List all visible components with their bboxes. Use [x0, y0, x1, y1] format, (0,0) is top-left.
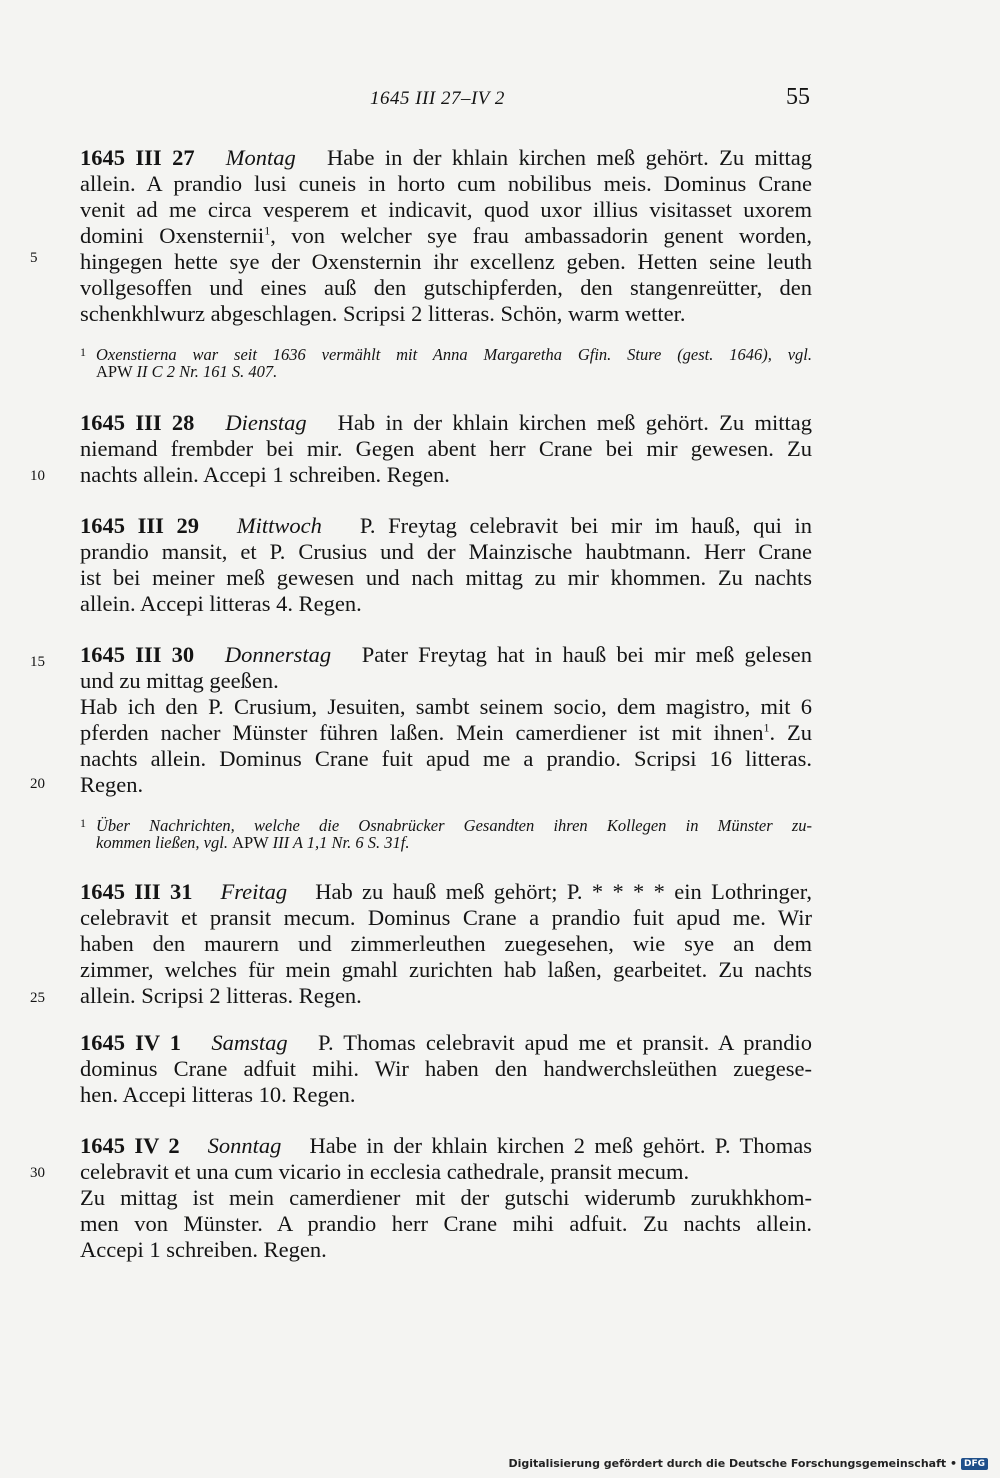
entry-line: allein. Accepi litteras 4. Regen.: [80, 591, 362, 616]
entry-line: schenkhlwurz abgeschlagen. Scripsi 2 litteras. Schön, warm wetter.: [80, 301, 686, 326]
entry-day: Donnerstag: [224, 642, 332, 667]
page-number: 55: [786, 84, 810, 110]
entry-date: 1645 III 29: [80, 513, 200, 538]
entry-line: 1645 IV 2 Sonntag Habe in der khlain kirchen 2 meß gehört. P. Thomas: [80, 1133, 813, 1158]
entry-line: Hab ich den P. Crusium, Jesuiten, sambt seinem socio, dem magistro, mit 6: [80, 694, 812, 719]
entry-line: 1645 IV 1 Samstag P. Thomas celebravit apud me et pransit. A prandio: [80, 1030, 813, 1055]
line-number-20: 20: [30, 776, 45, 792]
entry-line: ist bei meiner meß gewesen und nach mittag zu mir khommen. Zu nachts: [80, 565, 812, 590]
entry-day: Sonntag: [207, 1133, 282, 1158]
footnote-line: kommen ließen, vgl. APW III A 1,1 Nr. 6 S. 31f.: [96, 833, 410, 852]
entry-day: Montag: [225, 145, 296, 170]
entry-line: nachts allein. Accepi 1 schreiben. Regen.: [80, 462, 450, 487]
entry-line: Zu mittag ist mein camerdiener mit der gutschi widerumb zurukhkhom-: [80, 1185, 812, 1210]
dfg-logo-icon: DFG: [961, 1458, 988, 1470]
entry-day: Samstag: [211, 1030, 288, 1055]
entry-line: zimmer, welches für mein gmahl zurichten hab laßen, gearbeitet. Zu nachts: [80, 957, 812, 982]
entry-line: 1645 III 29 Mittwoch P. Freytag celebravit bei mir im hauß, qui in: [80, 513, 813, 538]
entry-line: prandio mansit, et P. Crusius und der Mainzische haubtmann. Herr Crane: [80, 539, 812, 564]
entry-line: 1645 III 27 Montag Habe in der khlain kirchen meß gehört. Zu mittag: [80, 145, 812, 170]
entry-date: 1645 III 30: [80, 642, 195, 667]
footnote-line: APW II C 2 Nr. 161 S. 407.: [96, 362, 278, 381]
dfg-footer: [508, 1457, 988, 1470]
entry-date: 1645 IV 1: [80, 1030, 182, 1055]
entry-line: hen. Accepi litteras 10. Regen.: [80, 1082, 356, 1107]
footnote: 1 Oxenstierna war seit 1636 vermählt mit Anna Margaretha Gfin. Sture (gest. 1646), vgl.: [80, 345, 812, 364]
entry-line: celebravit et pransit mecum. Dominus Crane a prandio fuit apud me. Wir: [80, 905, 812, 930]
entry-line: pferden nacher Münster führen laßen. Mein camerdiener ist mit ihnen$^1$. Zu: [80, 720, 813, 745]
entry-line: 1645 III 28 Dienstag Hab in der khlain kirchen meß gehört. Zu mittag: [80, 410, 812, 435]
running-head: 1645 III 27–IV 2: [370, 88, 505, 109]
entry-date: 1645 III 31: [80, 879, 193, 904]
entry-line: Accepi 1 schreiben. Regen.: [80, 1237, 327, 1262]
entry-line: 1645 III 31 Freitag Hab zu hauß meß gehört; P. * * * * ein Lothringer,: [80, 879, 813, 904]
footer-text: Digitalisierung gefördert durch die Deutsche Forschungsgemeinschaft •: [508, 1457, 957, 1470]
entry-line: haben den maurern und zimmerleuthen zuegesehen, wie sye an dem: [80, 931, 812, 956]
entry-line: und zu mittag geeßen.: [80, 668, 279, 693]
entry-line: niemand frembder bei mir. Gegen abent herr Crane bei mir gewesen. Zu: [80, 436, 812, 461]
entry-line: hingegen hette sye der Oxensternin ihr excellenz geben. Hetten seine leuth: [80, 249, 812, 274]
entry-day: Dienstag: [225, 410, 307, 435]
footnote: 1 Über Nachrichten, welche die Osnabrücker Gesandten ihren Kollegen in Münster zu-: [80, 816, 812, 835]
entry-day: Freitag: [220, 879, 288, 904]
footnote-ref: 1: [264, 223, 271, 238]
entry-line: celebravit et una cum vicario in ecclesia cathedrale, pransit mecum.: [80, 1159, 690, 1184]
entry-line: dominus Crane adfuit mihi. Wir haben den handwerchsleüthen zuegese-: [80, 1056, 812, 1081]
entry-line: domini Oxensternii$^1$, von welcher sye frau ambassadorin genent worden,: [80, 223, 812, 248]
line-number-5: 5: [30, 250, 38, 266]
entry-line: nachts allein. Dominus Crane fuit apud me a prandio. Scripsi 16 litteras.: [80, 746, 812, 771]
entry-day: Mittwoch: [236, 513, 322, 538]
entry-line: 1645 III 30 Donnerstag Pater Freytag hat in hauß bei mir meß gelesen: [80, 642, 813, 667]
line-number-15: 15: [30, 654, 45, 670]
line-number-10: 10: [30, 468, 45, 484]
entry-line: vollgesoffen und eines auß den gutschipferden, den stangenreütter, den: [80, 275, 812, 300]
entry-line: venit ad me circa vesperem et indicavit, quod uxor illius visitasset uxorem: [80, 197, 812, 222]
entry-line: allein. Scripsi 2 litteras. Regen.: [80, 983, 362, 1008]
line-number-30: 30: [30, 1165, 45, 1181]
footnote-ref: 1: [763, 720, 770, 735]
entry-date: 1645 III 27: [80, 145, 195, 170]
entry-date: 1645 III 28: [80, 410, 195, 435]
entry-line: men von Münster. A prandio herr Crane mihi adfuit. Zu nachts allein.: [80, 1211, 812, 1236]
line-number-25: 25: [30, 990, 45, 1006]
entry-date: 1645 IV 2: [80, 1133, 180, 1158]
entry-line: Regen.: [80, 772, 144, 797]
entry-line: allein. A prandio lusi cuneis in horto cum nobilibus meis. Dominus Crane: [80, 171, 812, 196]
